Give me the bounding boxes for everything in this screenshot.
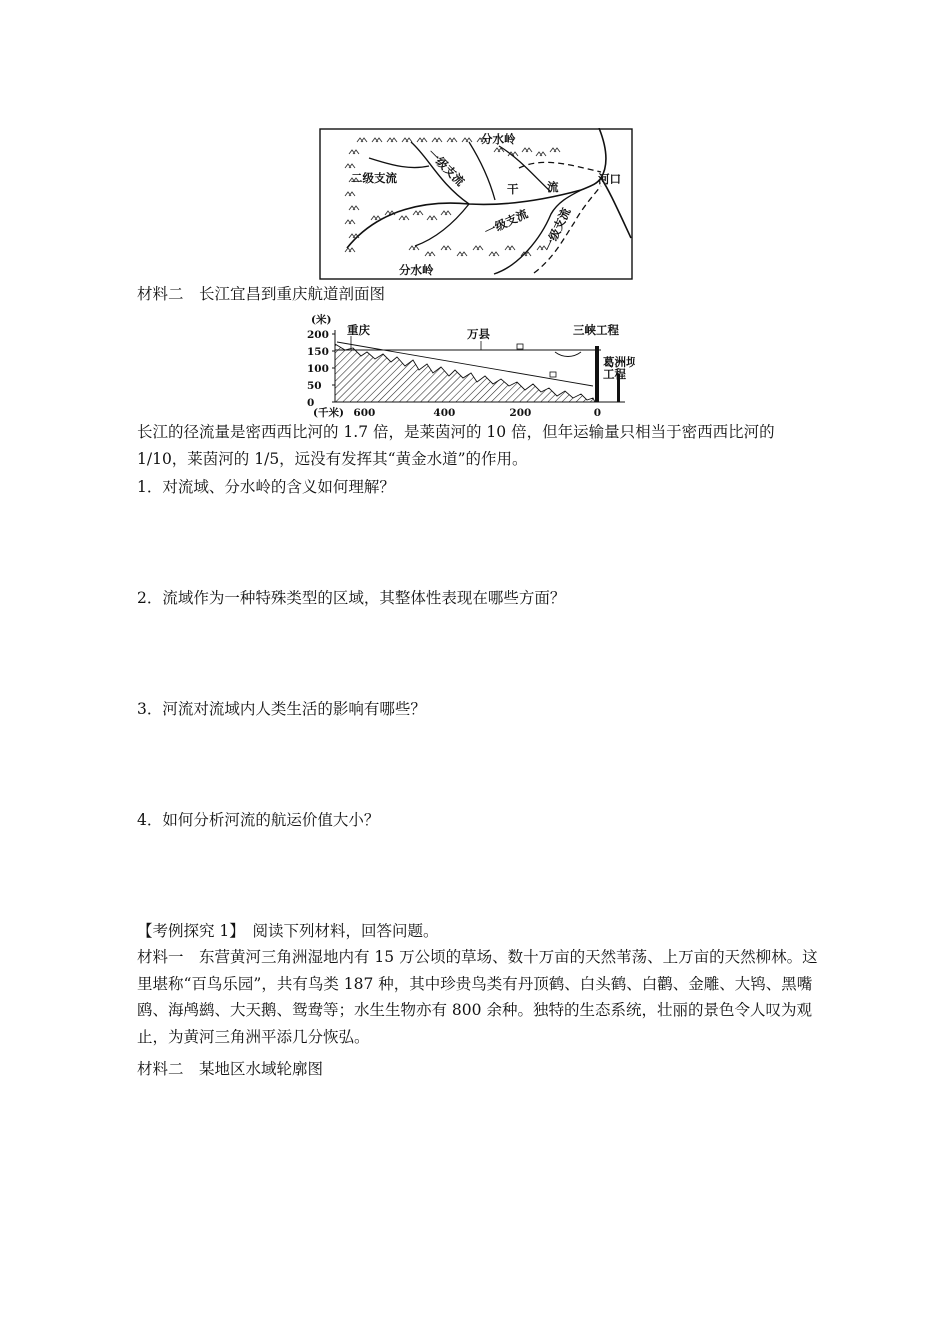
place-chongqing: 重庆 [347, 323, 370, 337]
place-gezhouba-2: 工程 [603, 367, 626, 381]
label-primary-tributary-right: 一级支流 [541, 205, 574, 254]
place-wanxian: 万县 [467, 327, 490, 341]
label-river-mouth: 河口 [598, 172, 621, 186]
x-axis-ticks [353, 407, 601, 419]
label-divide-top: 分水岭 [481, 132, 516, 146]
x-tick-label: 200 [509, 407, 532, 419]
y-tick-label: 150 [307, 346, 329, 358]
question-1: 1．对流域、分水岭的含义如何理解？ [137, 478, 395, 496]
label-secondary-tributary: 二级支流 [351, 171, 397, 185]
question-4: 4．如何分析河流的航运价值大小？ [137, 811, 380, 829]
label-divide-bottom: 分水岭 [399, 263, 434, 277]
x-tick-label: 400 [433, 407, 456, 419]
x-tick-label: 600 [353, 407, 376, 419]
y-tick-label: 0 [307, 397, 315, 409]
x-axis-unit: (千米) [313, 407, 344, 419]
x-tick-label: 0 [593, 407, 602, 419]
y-tick-label: 50 [307, 380, 322, 392]
three-gorges-dam-mark [595, 346, 599, 402]
material2-caption: 材料二 长江宜昌到重庆航道剖面图 [137, 285, 386, 303]
place-three-gorges: 三峡工程 [573, 323, 619, 337]
river-basin-diagram [319, 128, 633, 280]
y-tick-label: 200 [307, 329, 329, 341]
example-material1: 材料一 东营黄河三角洲湿地内有 15 万公顷的草场、数十万亩的天然苇荡、上万亩的天然柳林。这里堪称“百鸟乐园”，共有鸟类 187 种，其中珍贵鸟类有丹顶鹤、白头鹤、白鹳、金雕、大鸨、黑嘴鸥、海鸬鹚、大天鹅、鸳鸯等；水生生物亦有 800 余种。独特的生态系统，壮丽的景色令人叹为观止，为黄河三角洲平添几分恢弘。 [137, 948, 818, 1046]
example-heading: 【考例探究 1】 阅读下列材料，回答问题。 [137, 922, 439, 940]
label-main-stream-1: 干 [507, 182, 519, 196]
question-3: 3．河流对流域内人类生活的影响有哪些？ [137, 700, 426, 718]
runoff-paragraph: 长江的径流量是密西西比河的 1.7 倍，是莱茵河的 10 倍，但年运输量只相当于密西西比河的 1/10，莱茵河的 1/5，远没有发挥其“黄金水道”的作用。 [137, 423, 775, 468]
label-primary-tributary-lower: 一级支流 [482, 206, 530, 239]
channel-profile-chart [305, 312, 635, 420]
question-2: 2．流域作为一种特殊类型的区域，其整体性表现在哪些方面？ [137, 589, 566, 607]
y-axis-unit: (米) [311, 314, 332, 326]
y-tick-label: 100 [307, 363, 329, 375]
label-main-stream-2: 流 [547, 180, 559, 194]
example-material2: 材料二 某地区水域轮廓图 [137, 1060, 324, 1078]
place-gezhouba-1: 葛洲坝 [603, 355, 635, 369]
y-axis-ticks [307, 329, 335, 409]
label-primary-tributary-upper: 一级支流 [424, 146, 468, 189]
